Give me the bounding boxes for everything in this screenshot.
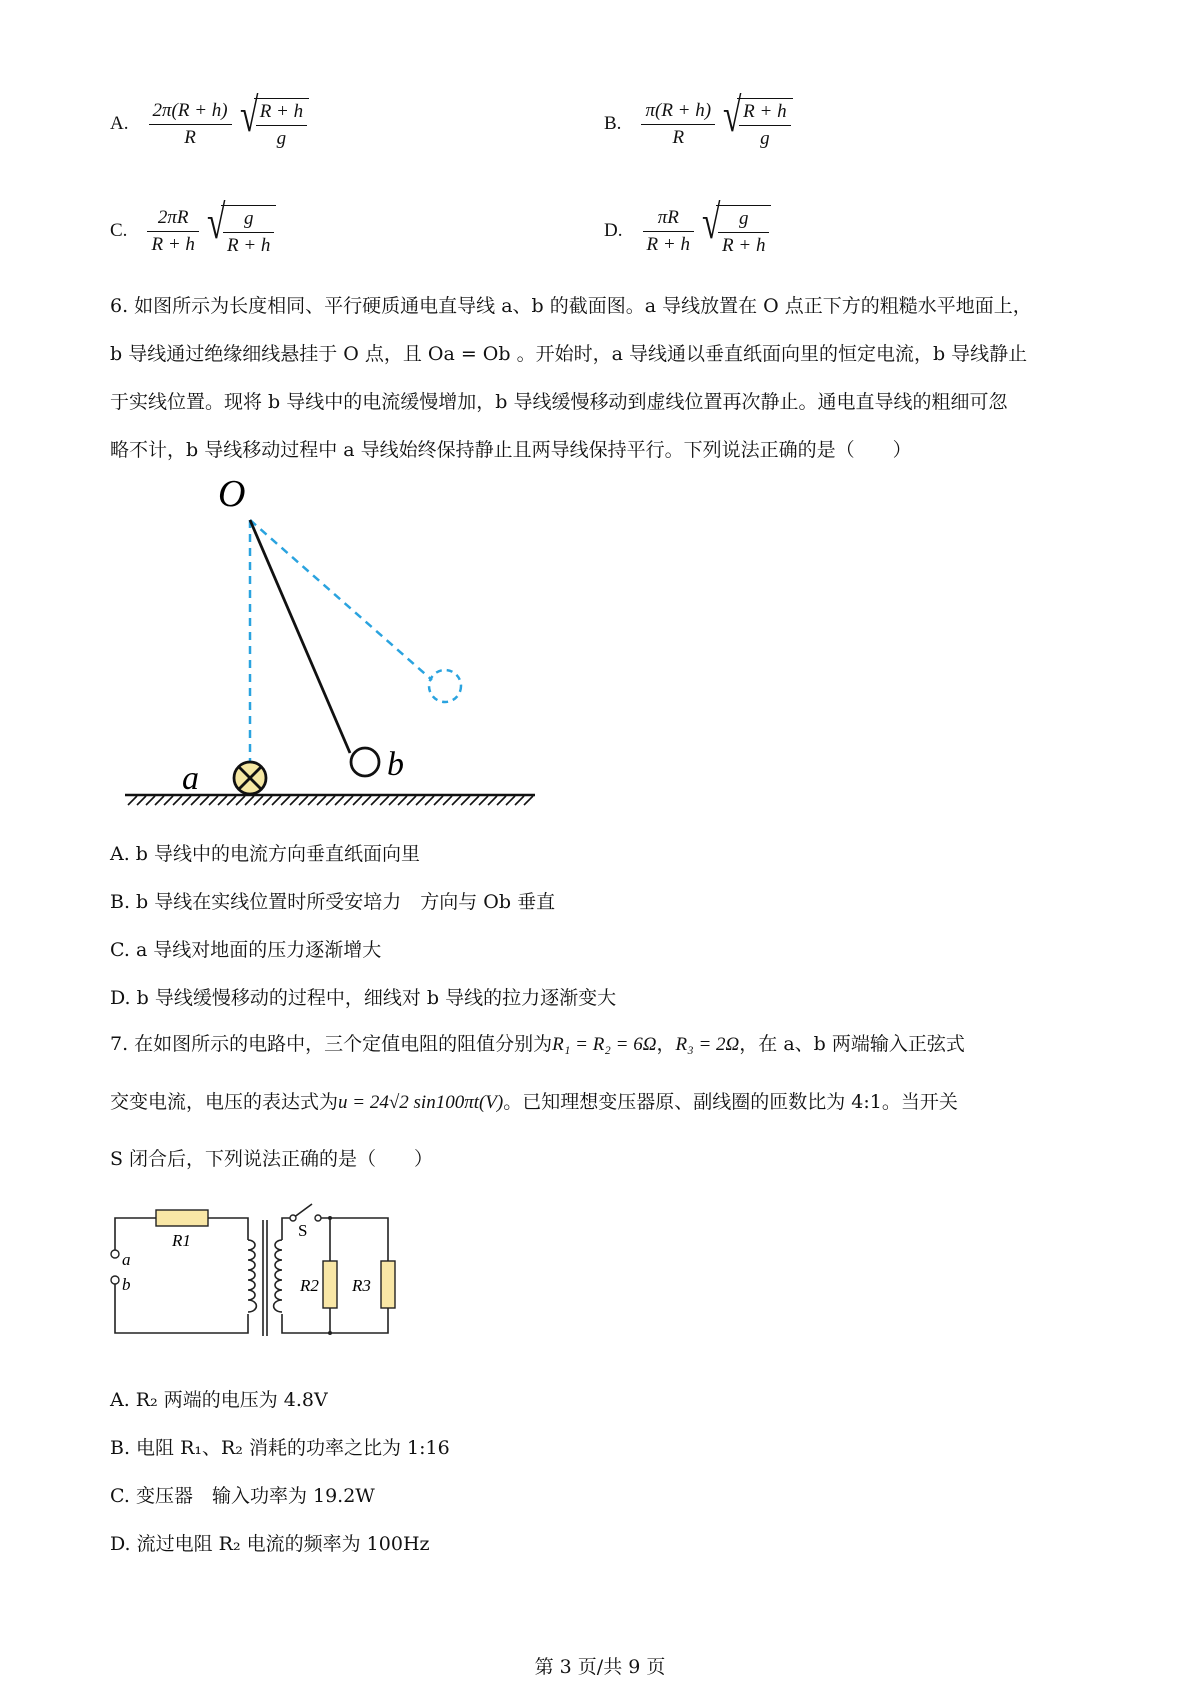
q6-text-line: 略不计，b 导线移动过程中 a 导线始终保持静止且两导线保持平行。下列说法正确的是（ ） <box>110 439 912 461</box>
q5-option-a <box>110 89 309 150</box>
hatch-mark <box>344 796 353 805</box>
hatch-mark <box>371 796 380 805</box>
hatch-mark <box>425 796 434 805</box>
hatch-mark <box>407 796 416 805</box>
fraction-numerator: 2πR <box>147 207 198 232</box>
terminal-a <box>111 1250 119 1258</box>
q7-text: ，在 a、b 两端输入正弦式 <box>739 1033 965 1055</box>
terminal-b <box>111 1276 119 1284</box>
resistor-r2 <box>323 1261 337 1308</box>
radicand-denominator: g <box>276 128 287 149</box>
dashed-string-line <box>250 520 432 680</box>
wire-a-label: a <box>182 760 199 797</box>
hatch-mark <box>515 796 524 805</box>
option-label: B. <box>604 113 622 134</box>
hatch-mark <box>254 796 263 805</box>
radicand-numerator: g <box>223 208 274 233</box>
q7-text-line-2 <box>110 1088 958 1117</box>
q7-option-a: A. R₂ 两端的电压为 4.8V <box>110 1389 328 1411</box>
fraction-numerator: π(R + h) <box>641 100 715 125</box>
hatch-mark <box>227 796 236 805</box>
r3-label: R3 <box>352 1276 371 1295</box>
hatch-mark <box>416 796 425 805</box>
q7-equation-r3: R₃ = 2Ω <box>675 1034 740 1055</box>
fraction-denominator: R + h <box>646 233 690 255</box>
option-label: A. <box>110 113 129 134</box>
hatch-mark <box>209 796 218 805</box>
q7-option-b: B. 电阻 R₁、R₂ 消耗的功率之比为 1:16 <box>110 1437 450 1459</box>
primary-wire-top <box>115 1218 156 1250</box>
hatch-mark <box>146 796 155 805</box>
fraction-denominator: R <box>672 126 685 148</box>
hatch-mark <box>443 796 452 805</box>
secondary-wire-bottom <box>282 1308 388 1333</box>
radicand-denominator: R + h <box>722 235 766 256</box>
sqrt-icon: √ <box>239 89 259 142</box>
radicand-numerator: g <box>718 208 769 233</box>
q7-text-line-3: S 闭合后，下列说法正确的是（ ） <box>110 1148 434 1170</box>
hatch-mark <box>317 796 326 805</box>
secondary-wire-right <box>318 1218 388 1261</box>
hatch-mark <box>128 796 137 805</box>
q7-voltage-equation: u = 24√2 sin100πt(V) <box>338 1092 504 1113</box>
switch-label: S <box>298 1221 308 1240</box>
junction-dot <box>328 1216 332 1220</box>
primary-coil-icon <box>248 1240 256 1312</box>
terminal-b-label: b <box>122 1275 131 1294</box>
hatch-mark <box>524 796 533 805</box>
q6-text-line: 6. 如图所示为长度相同、平行硬质通电直导线 a、b 的截面图。a 导线放置在 O 点正下方的粗糙水平地面上， <box>110 295 1032 317</box>
q6-figure <box>120 470 540 815</box>
hatch-mark <box>308 796 317 805</box>
wire-b-label: b <box>387 746 404 783</box>
hatch-mark <box>326 796 335 805</box>
hatch-mark <box>389 796 398 805</box>
hatch-mark <box>461 796 470 805</box>
hatch-mark <box>470 796 479 805</box>
hatch-mark <box>452 796 461 805</box>
q7-text: 交变电流，电压的表达式为 <box>110 1091 339 1113</box>
point-o-label: O <box>218 473 246 515</box>
page-footer: 第 3 页/共 9 页 <box>534 1656 666 1678</box>
hatch-mark <box>434 796 443 805</box>
hatch-mark <box>218 796 227 805</box>
q5-option-c <box>110 196 276 257</box>
q6-option-c: C. a 导线对地面的压力逐渐增大 <box>110 939 382 961</box>
hatch-mark <box>272 796 281 805</box>
hatch-mark <box>155 796 164 805</box>
q5-option-b <box>604 89 793 150</box>
switch-terminal <box>315 1215 321 1221</box>
hatch-mark <box>335 796 344 805</box>
ground-hatching <box>128 796 533 805</box>
hatch-mark <box>245 796 254 805</box>
fraction-numerator: πR <box>643 207 694 232</box>
resistor-r1 <box>156 1210 208 1226</box>
q7-option-c: C. 变压器 输入功率为 19.2W <box>110 1485 375 1507</box>
hatch-mark <box>137 796 146 805</box>
hatch-mark <box>191 796 200 805</box>
solid-string-line <box>250 520 350 753</box>
q7-text: 7. 在如图所示的电路中，三个定值电阻的阻值分别为 <box>110 1033 553 1055</box>
q6-text-line: b 导线通过绝缘细线悬挂于 O 点，且 Oa = Ob 。开始时，a 导线通以垂直纸面向里的恒定电流，b 导线静止 <box>110 343 1028 365</box>
terminal-a-label: a <box>122 1250 131 1269</box>
hatch-mark <box>398 796 407 805</box>
q7-equation-r1-r2: R₁ = R₂ = 6Ω <box>552 1034 657 1055</box>
sqrt-icon: √ <box>702 196 721 249</box>
r2-label: R2 <box>300 1276 319 1295</box>
hatch-mark <box>200 796 209 805</box>
sqrt-icon: √ <box>206 196 226 249</box>
hatch-mark <box>506 796 515 805</box>
hatch-mark <box>497 796 506 805</box>
radicand-numerator: R + h <box>256 101 307 126</box>
q6-option-b: B. b 导线在实线位置时所受安培力 方向与 Ob 垂直 <box>110 891 556 913</box>
fraction-numerator: 2π(R + h) <box>149 100 232 125</box>
q6-option-d: D. b 导线缓慢移动的过程中，细线对 b 导线的拉力逐渐变大 <box>110 987 617 1009</box>
primary-wire-bottom <box>115 1284 248 1333</box>
hatch-mark <box>173 796 182 805</box>
dashed-wire-b-position <box>429 670 461 702</box>
hatch-mark <box>380 796 389 805</box>
hatch-mark <box>488 796 497 805</box>
hatch-mark <box>362 796 371 805</box>
resistor-r3 <box>381 1261 395 1308</box>
q7-circuit-diagram <box>108 1198 418 1348</box>
hatch-mark <box>281 796 290 805</box>
q6-text-line: 于实线位置。现将 b 导线中的电流缓慢增加，b 导线缓慢移动到虚线位置再次静止。通电直导线的粗细可忽 <box>110 391 1008 413</box>
hatch-mark <box>353 796 362 805</box>
switch-terminal <box>290 1215 296 1221</box>
hatch-mark <box>182 796 191 805</box>
wire-b-circle <box>351 748 379 776</box>
radicand-numerator: R + h <box>739 101 790 126</box>
radicand-denominator: g <box>760 128 770 149</box>
q5-option-d <box>604 196 771 257</box>
q7-text-line-1: 7. 在如图所示的电路中，三个定值电阻的阻值分别为R₁ = R₂ = 6Ω，R₃ = 2Ω，在 a、b 两端输入正弦式 <box>110 1033 965 1055</box>
q7-option-d: D. 流过电阻 R₂ 电流的频率为 100Hz <box>110 1533 430 1555</box>
junction-dot <box>328 1331 332 1335</box>
r1-label: R1 <box>172 1231 191 1250</box>
hatch-mark <box>164 796 173 805</box>
hatch-mark <box>263 796 272 805</box>
radicand-denominator: R + h <box>226 235 271 256</box>
option-label: C. <box>110 220 128 241</box>
primary-wire-top-right <box>208 1218 248 1240</box>
sqrt-icon: √ <box>723 89 742 142</box>
fraction-denominator: R + h <box>151 233 195 255</box>
fraction-denominator: R <box>184 126 196 148</box>
option-label: D. <box>604 220 623 241</box>
hatch-mark <box>236 796 245 805</box>
q7-text: 。已知理想变压器原、副线圈的匝数比为 4:1。当开关 <box>503 1091 958 1113</box>
hatch-mark <box>479 796 488 805</box>
hatch-mark <box>290 796 299 805</box>
q6-option-a: A. b 导线中的电流方向垂直纸面向里 <box>110 843 421 865</box>
hatch-mark <box>299 796 308 805</box>
secondary-coil-icon <box>274 1240 282 1312</box>
